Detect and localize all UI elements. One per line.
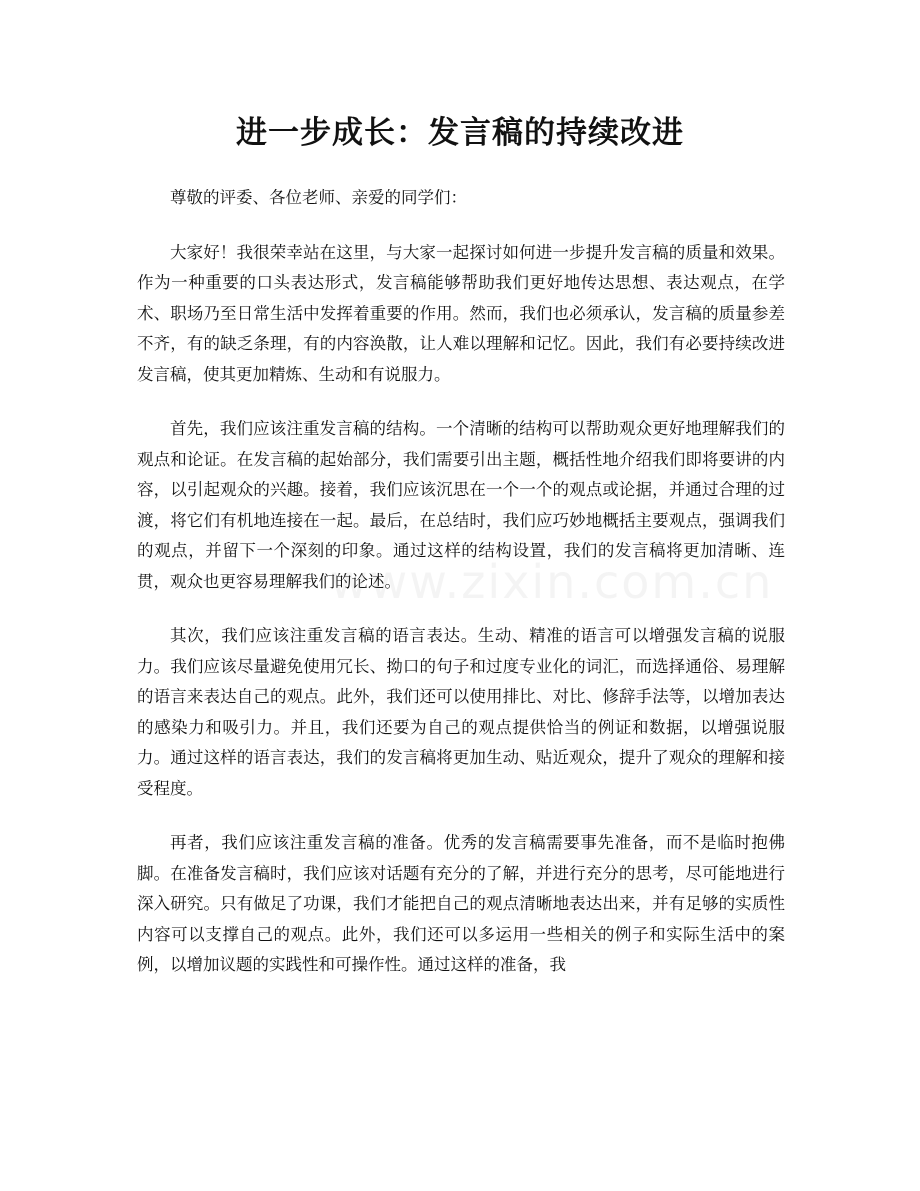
paragraph-language: 其次，我们应该注重发言稿的语言表达。生动、精准的语言可以增强发言稿的说服力。我们应该尽量避免使用冗长、拗口的句子和过度专业化的词汇，而选择通俗、易理解的语言来表达自己的观点。此外，我们还可以使用排比、对比、修辞手法等，以增加表达的感染力和吸引力。并且，我们还要为自己的观点提供恰当的例证和数据，以增强说服力。通过这样的语言表达，我们的发言稿将更加生动、贴近观众，提升了观众的理解和接受程度。	[137, 626, 785, 798]
watermark: www.zixin.com.cn	[330, 555, 774, 609]
salutation: 尊敬的评委、各位老师、亲爱的同学们：	[170, 188, 467, 207]
paragraph-structure: 首先，我们应该注重发言稿的结构。一个清晰的结构可以帮助观众更好地理解我们的观点和论证。在发言稿的起始部分，我们需要引出主题，概括性地介绍我们即将要讲的内容，以引起观众的兴趣。接着，我们应该沉思在一个一个的观点或论据，并通过合理的过渡，将它们有机地连接在一起。最后，在总结时，我们应巧妙地概括主要观点，强调我们的观点，并留下一个深刻的印象。通过这样的结构设置，我们的发言稿将更加清晰、连贯，观众也更容易理解我们的论述。	[137, 419, 785, 591]
document-body	[137, 183, 785, 1005]
paragraph-intro: 大家好！我很荣幸站在这里，与大家一起探讨如何进一步提升发言稿的质量和效果。作为一种重要的口头表达形式，发言稿能够帮助我们更好地传达思想、表达观点，在学术、职场乃至日常生活中发挥着重要的作用。然而，我们也必须承认，发言稿的质量参差不齐，有的缺乏条理，有的内容涣散，让人难以理解和记忆。因此，我们有必要持续改进发言稿，使其更加精炼、生动和有说服力。	[137, 242, 785, 384]
page-title: 进一步成长：发言稿的持续改进	[236, 115, 684, 151]
paragraph-preparation: 再者，我们应该注重发言稿的准备。优秀的发言稿需要事先准备，而不是临时抱佛脚。在准备发言稿时，我们应该对话题有充分的了解，并进行充分的思考，尽可能地进行深入研究。只有做足了功课，我们才能把自己的观点清晰地表达出来，并有足够的实质性内容可以支撑自己的观点。此外，我们还可以多运用一些相关的例子和实际生活中的案例，以增加议题的实践性和可操作性。通过这样的准备，我	[137, 833, 785, 974]
